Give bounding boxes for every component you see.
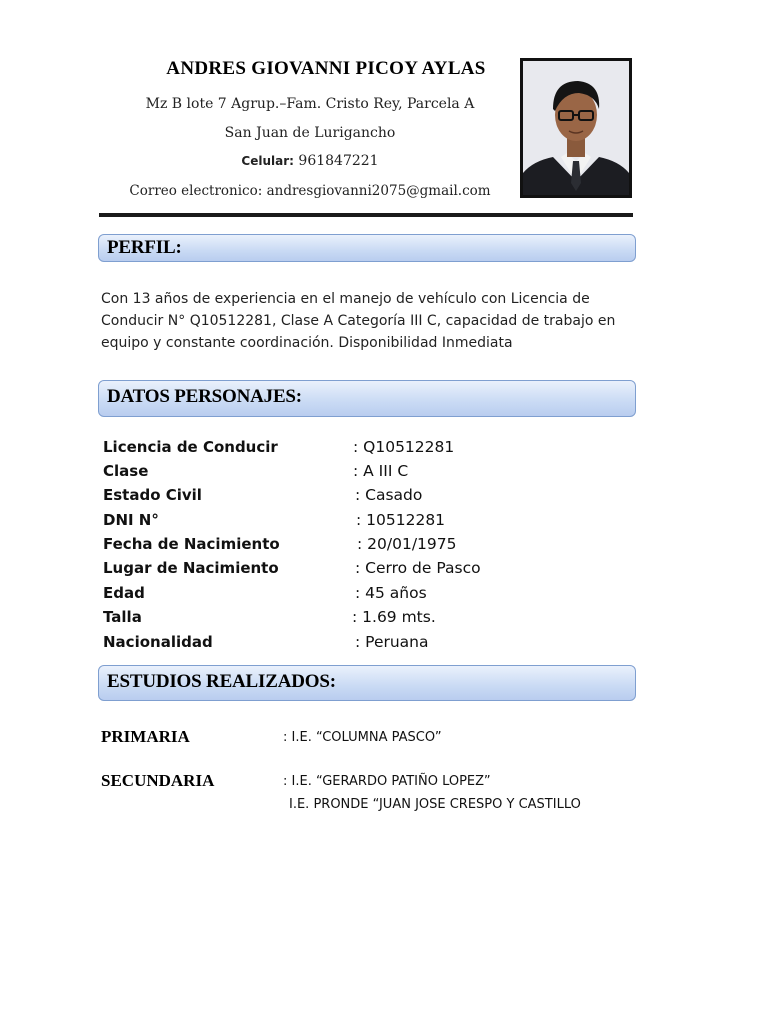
phone-label: Celular: <box>241 154 294 168</box>
personal-label: DNI N° <box>103 511 159 529</box>
personal-label: Talla <box>103 608 142 626</box>
personal-value: : 10512281 <box>356 511 446 529</box>
email-line: Correo electronico: andresgiovanni2075@gmail.com <box>129 183 491 199</box>
personal-label: Nacionalidad <box>103 633 213 651</box>
personal-value: : 1.69 mts. <box>352 608 436 626</box>
personal-value: : Casado <box>355 486 423 504</box>
personal-label: Edad <box>103 584 145 602</box>
section-datos-personales <box>98 380 636 417</box>
personal-value: : Q10512281 <box>353 438 455 456</box>
study-value-primaria: : I.E. “COLUMNA PASCO” <box>283 730 442 745</box>
study-value-secundaria-1: : I.E. “GERARDO PATIÑO LOPEZ” <box>283 774 491 789</box>
header-divider <box>99 213 633 217</box>
personal-label: Fecha de Nacimiento <box>103 535 280 553</box>
personal-row-licencia <box>103 438 623 462</box>
personal-value: : A III C <box>353 462 409 480</box>
personal-value: : Peruana <box>355 633 429 651</box>
personal-value: : 20/01/1975 <box>357 535 457 553</box>
personal-label: Estado Civil <box>103 486 202 504</box>
phone-value: 961847221 <box>298 153 379 169</box>
personal-row-nacionalidad <box>103 633 623 657</box>
study-value-secundaria-2: I.E. PRONDE “JUAN JOSE CRESPO Y CASTILLO <box>289 797 581 812</box>
personal-value: : Cerro de Pasco <box>355 559 481 577</box>
candidate-name: ANDRES GIOVANNI PICOY AYLAS <box>166 58 486 79</box>
personal-row-edad <box>103 584 623 608</box>
phone-line <box>110 153 510 169</box>
profile-paragraph: Con 13 años de experiencia en el manejo de vehículo con Licencia de Conducir N° Q10512281, Clase A Categoría III C, capacidad de trabajo en equipo y constante coordinación. Disponibilidad Inmediata <box>101 291 616 351</box>
personal-row-lugar-nacimiento <box>103 559 623 583</box>
study-label-primaria: PRIMARIA <box>101 727 190 746</box>
personal-label: Licencia de Conducir <box>103 438 278 456</box>
study-label-secundaria: SECUNDARIA <box>101 771 215 790</box>
section-estudios-title: ESTUDIOS REALIZADOS: <box>107 671 336 692</box>
section-estudios <box>98 665 636 701</box>
profile-photo <box>520 58 632 198</box>
personal-row-dni <box>103 511 623 535</box>
address-line-1: Mz B lote 7 Agrup.–Fam. Cristo Rey, Parcela A <box>145 96 475 112</box>
personal-row-talla <box>103 608 623 632</box>
personal-row-fecha-nacimiento <box>103 535 623 559</box>
personal-row-estado-civil <box>103 486 623 510</box>
section-datos-title: DATOS PERSONAJES: <box>107 386 302 407</box>
personal-label: Clase <box>103 462 149 480</box>
personal-row-clase <box>103 462 623 486</box>
address-line-2: San Juan de Lurigancho <box>224 125 396 141</box>
personal-value: : 45 años <box>355 584 427 602</box>
person-portrait-icon <box>523 61 629 195</box>
section-perfil <box>98 234 636 262</box>
personal-label: Lugar de Nacimiento <box>103 559 279 577</box>
section-perfil-title: PERFIL: <box>107 237 182 258</box>
